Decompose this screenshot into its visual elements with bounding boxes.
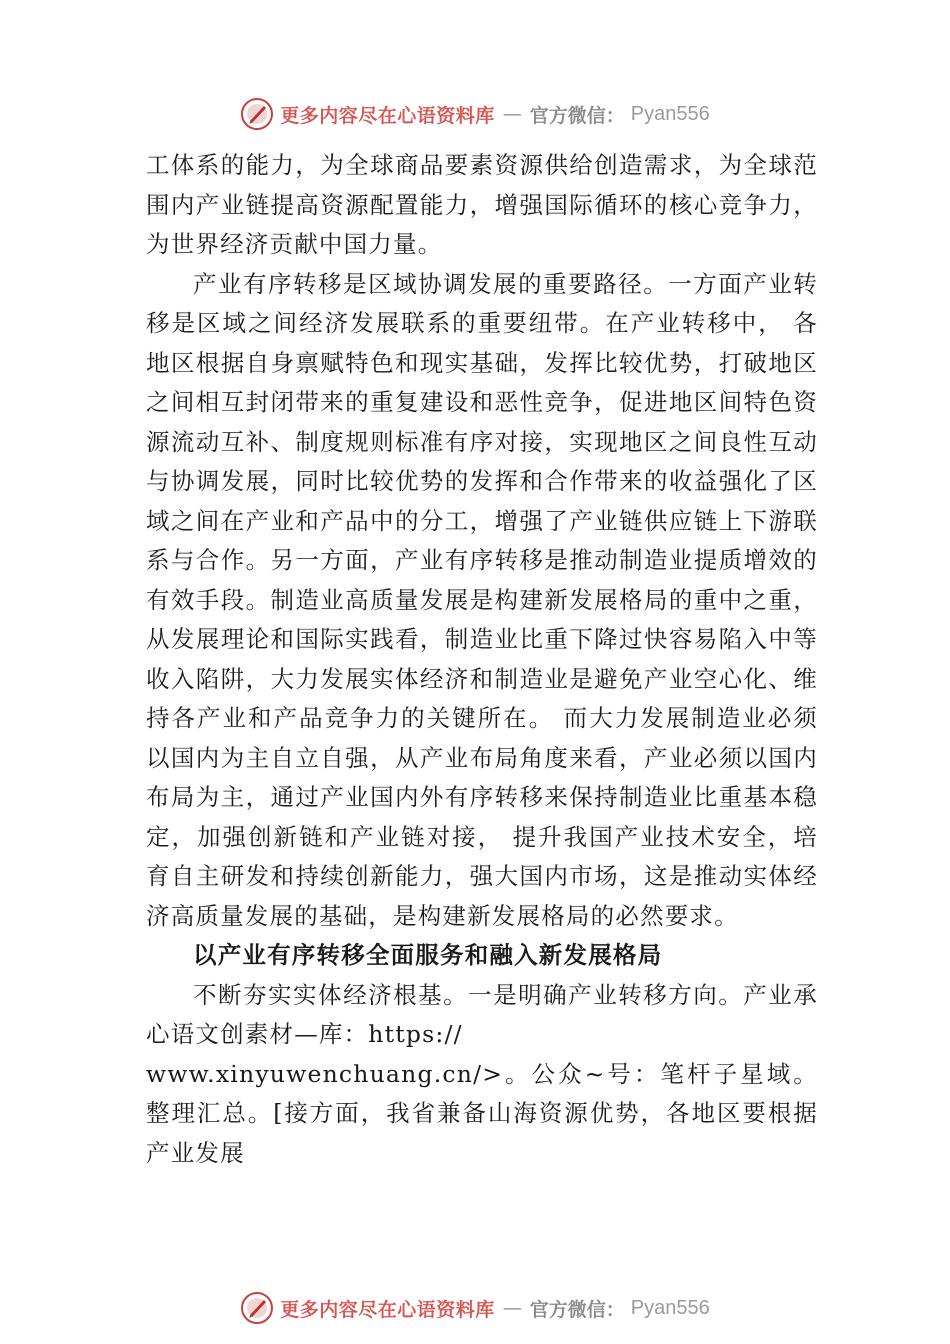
paragraph-foundation-line-1: 不断夯实实体经济根基。一是明确产业转移方向。产业承心语文创素材—库：https:// — [146, 980, 818, 1048]
header-wechat-label: 官方微信： — [529, 104, 625, 127]
footer-site-name: 更多内容尽在心语资料库 — [280, 1298, 495, 1321]
footer-separator: — — [502, 1297, 522, 1319]
document-body — [146, 146, 818, 1173]
quill-logo-icon — [240, 97, 274, 131]
header-wechat-id: Pyan556 — [630, 102, 710, 125]
header-site-name: 更多内容尽在心语资料库 — [280, 104, 495, 127]
footer-banner — [240, 1291, 710, 1325]
paragraph-industrial-transfer: 产业有序转移是区域协调发展的重要路径。一方面产业转移是区域之间经济发展联系的重要纽带。在产业转移中， 各地区根据自身禀赋特色和现实基础，发挥比较优势，打破地区之间相互封闭带来的重复建设和恶性竞争，促进地区间特色资源流动互补、制度规则标准有序对接，实现地区之间良性互动与协调发展，同时比较优势的发挥和合作带来的收益强化了区域之间在产业和产品中的分工，增强了产业链供应链上下游联系与合作。另一方面，产业有序转移是推动制造业提质增效的有效手段。制造业高质量发展是构建新发展格局的重中之重，从发展理论和国际实践看，制造业比重下降过快容易陷入中等收入陷阱，大力发展实体经济和制造业是避免产业空心化、维持各产业和产品竞争力的关键所在。 而大力发展制造业必须以国内为主自立自强，从产业布局角度来看，产业必须以国内布局为主，通过产业国内外有序转移来保持制造业比重基本稳定，加强创新链和产业链对接， 提升我国产业技术安全，培育自主研发和持续创新能力，强大国内市场，这是推动实体经济高质量发展的基础，是构建新发展格局的必然要求。 — [146, 269, 818, 930]
section-heading: 以产业有序转移全面服务和融入新发展格局 — [193, 941, 663, 969]
page-footer — [0, 1288, 950, 1328]
paragraph-foundation-line-2: www.xinyuwenchuang.cn/>。公众~号：笔杆子星域。整理汇总。[接方面，我省兼备山海资源优势，各地区要根据产业发展 — [146, 1059, 818, 1167]
quill-logo-icon — [240, 1291, 274, 1325]
paragraph-continuation: 工体系的能力，为全球商品要素资源供给创造需求，为全球范围内产业链提高资源配置能力，增强国际循环的核心竞争力，为世界经济贡献中国力量。 — [146, 151, 818, 258]
footer-wechat-id: Pyan556 — [630, 1296, 710, 1319]
header-separator: — — [502, 103, 522, 125]
header-banner — [240, 97, 710, 131]
footer-wechat-label: 官方微信： — [529, 1298, 625, 1321]
page-header — [0, 94, 950, 134]
